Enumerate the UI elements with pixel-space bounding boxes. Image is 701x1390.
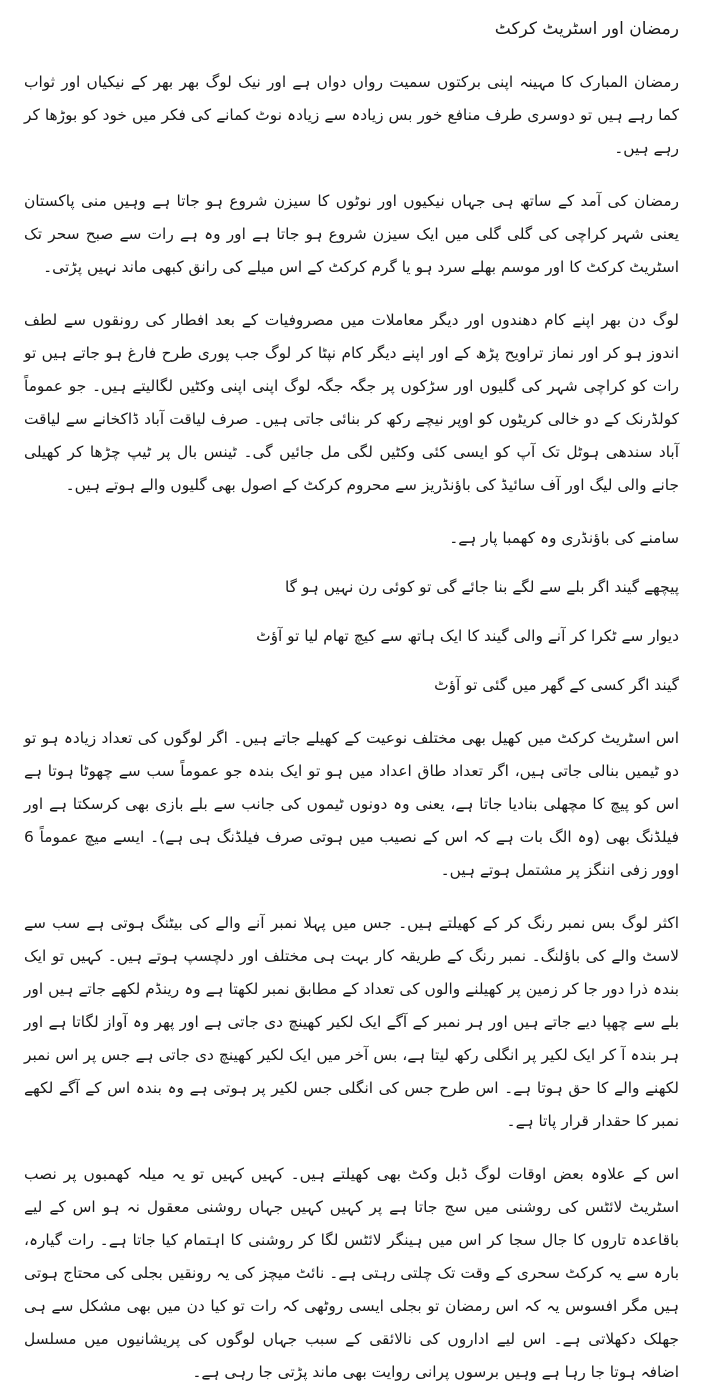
- paragraph-wickets: لوگ دن بھر اپنے کام دھندوں اور دیگر معاملات میں مصروفیات کے بعد افطار کی رونقوں سے لطف اندوز ہو کر اور نماز تراویح پڑھ کے اور اپنے دیگر کام نپٹا کر لوگ جب پوری طرح فارغ ہو جاتے ہیں تو رات کو کراچی شہر کی گلیوں اور سڑکوں پر جگہ جگہ لوگ اپنی اپنی وکٹیں لگالیتے ہیں۔ جو عموماً کولڈرنک کے دو خالی کریٹوں کو اوپر نیچے رکھ کر بنائی جاتی ہیں۔ صرف لیاقت آباد ڈاکخانے سے لیاقت آباد سندھی ہوٹل تک آپ کو ایسی کئی وکٹیں لگی مل جائیں گی۔ ٹینس بال پر ٹیپ چڑھا کر کھیلی جانے والی لیگ اور آف سائیڈ کی باؤنڈریز سے محروم کرکٹ کے اصول بھی گلیوں والے ہوتے ہیں۔: [24, 311, 679, 494]
- paragraph-rule-house: گیند اگر کسی کے گھر میں گئی تو آؤٹ: [434, 676, 679, 694]
- paragraph-double-wicket: اس کے علاوہ بعض اوقات لوگ ڈبل وکٹ بھی کھیلتے ہیں۔ کہیں کہیں تو یہ میلہ کھمبوں پر نصب اسٹریٹ لائٹس کی روشنی میں سج جاتا ہے پر کہیں کہیں جہاں روشنی معقول نہ ہو اس کے لیے باقاعدہ تاروں کا جال سجا کر اس میں ہینگر لائٹس لگا کر روشنی کا اہتمام کیا جاتا ہے۔ رات گیارہ، بارہ سے یہ کرکٹ سحری کے وقت تک چلتی رہتی ہے۔ نائٹ میچز کی یہ رونقیں بجلی کی محتاج ہوتی ہیں مگر افسوس یہ کہ اس رمضان تو بجلی ایسی روٹھی کہ رات تو کیا دن میں بھی مشکل سے ہی جھلک دکھلاتی ہے۔ اس لیے اداروں کی نالائقی کے سبب جہاں لوگوں کی پریشانیوں میں مسلسل اضافہ ہوتا جا رہا ہے وہیں برسوں پرانی روایت بھی ماند پڑتی جا رہی ہے۔: [24, 1165, 679, 1381]
- paragraph-ramadan-intro: رمضان المبارک کا مہینہ اپنی برکتوں سمیت رواں دواں ہے اور نیک لوگ بھر بھر کے نیکیاں اور ثواب کما رہے ہیں تو دوسری طرف منافع خور بس زیادہ سے زیادہ نوٹ کمانے کی فکر میں خود کو بوڑھا کر رہے ہیں۔: [24, 73, 679, 157]
- paragraph-game-types: اس اسٹریٹ کرکٹ میں کھیل بھی مختلف نوعیت کے کھیلے جاتے ہیں۔ اگر لوگوں کی تعداد زیادہ ہو تو دو ٹیمیں بنالی جاتی ہیں، اگر تعداد طاق اعداد میں ہو تو ایک بندہ جو عموماً سب سے چھوٹا ہوتا ہے اس کو پیچ کا مچھلی بنادیا جاتا ہے، یعنی وہ دونوں ٹیموں کی جانب سے بلے بازی بھی کرسکتا ہے اور فیلڈنگ بھی (وہ الگ بات ہے کہ اس کے نصیب میں ہوتی صرف فیلڈنگ ہی ہے)۔ ایسے میچ عموماً 6 اوور زفی اننگز پر مشتمل ہوتے ہیں۔: [24, 729, 679, 879]
- paragraph-rule-boundary: سامنے کی باؤنڈری وہ کھمبا پار ہے۔: [449, 529, 679, 547]
- paragraph-season: رمضان کی آمد کے ساتھ ہی جہاں نیکیوں اور نوٹوں کا سیزن شروع ہو جاتا ہے وہیں منی پاکستان یعنی شہر کراچی کی گلی گلی میں ایک سیزن شروع ہو جاتا ہے اور وہ ہے رات سے صبح سحر تک اسٹریٹ کرکٹ کا اور موسم بھلے سرد ہو یا گرم کرکٹ کے اس میلے کی رانق کبھی ماند نہیں پڑتی۔: [24, 192, 679, 276]
- article-title: رمضان اور اسٹریٹ کرکٹ: [494, 19, 679, 39]
- paragraph-numbering: اکثر لوگ بس نمبر رنگ کر کے کھیلتے ہیں۔ جس میں پہلا نمبر آنے والے کی بیٹنگ ہوتی ہے سب سے لاسٹ والے کی باؤلنگ۔ نمبر رنگ کے طریقہ کار بہت ہی مختلف اور دلچسپ ہوتے ہیں۔ کہیں تو ایک بندہ ذرا دور جا کر زمین پر کھیلنے والوں کی تعداد کے مطابق نمبر لکھتا ہے وہ رینڈم لکھے جاتے ہیں اور بلے سے چھپا دیے جاتے ہیں اور ہر نمبر کے آگے ایک لکیر کھینچ دی جاتی ہے اور پھر وہ آواز لگاتا ہے اور ہر بندہ آ کر ایک لکیر پر انگلی رکھ لیتا ہے، بس آخر میں ایک لکیر کھینچ دی جاتی ہے جس پر اس نمبر لکھنے والے کا حق ہوتا ہے۔ اس طرح جس کی انگلی جس لکیر پر ہوتی ہے وہ بندہ اس کے آگے لکھے نمبر کا حقدار قرار پاتا ہے۔: [24, 914, 679, 1130]
- paragraph-rule-wall-catch: دیوار سے ٹکرا کر آنے والی گیند کا ایک ہاتھ سے کیچ تھام لیا تو آؤٹ: [256, 627, 679, 645]
- paragraph-rule-behind: پیچھے گیند اگر بلے سے لگے بنا جائے گی تو کوئی رن نہیں ہو گا: [284, 578, 679, 596]
